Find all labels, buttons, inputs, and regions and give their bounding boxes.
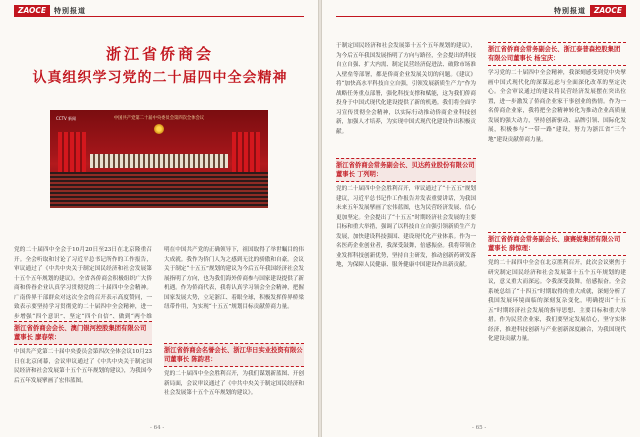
page-number-left: - 64 - [150,425,165,431]
header-rule [14,16,304,17]
speaker-3-text: 党的二十届四中全会胜利召开，审议通过了“十五五”规划建议，习近平总书记作工作报告并发表重要讲话，为我国未来五年发展擘画了宏伟蓝图，也为民营经济发展、信心更加坚定。全会提出了“十五五”时期经济社会发展的主要目标和重大举措，强调了以科技自立自强引领新质生产力发展，加快建设科技强国、建设现代化产业体系。作为一名医药企业创业者，我深受鼓舞，倍感振奋。我将带领企业发挥科技创新优势，坚持自主研发，推动创新药研发落地，为保障人民健康、服务健康中国建设作出新贡献。 [336,186,476,268]
right-page [322,0,640,437]
speaker-1-text: 中国共产党第二十届中央委员会第四次全体会议10月23日在北京闭幕，会议审议通过了《中共中央关于制定国民经济和社会发展第十五个五年规划的建议》，为我国今后五年发展擘画了宏伟蓝图。 [14,349,152,384]
audience-seats [50,172,268,208]
plenary-session-photo [50,110,268,208]
continued-paragraph: 于制定国民经济和社会发展第十五个五年规划的建议》，为今后五年我国发展指明了方向与路径，全会提出的科技自立自强、扩大内需、制定民营经济促进法、破除市场准入壁垒等部署，都是侨商企业发展关切的问题。《建议》将“加快高水平科技自立自强，引领发展新质生产力”作为战略任务重点部署，强化科技支撑和赋能，这为我们侨商投身于中国式现代化建设提供了新的机遇。我们将全面学习宣传贯彻全会精神，以实际行动推动侨商企业科技创新，加强人才培养，为实现中国式现代化建设作出积极贡献。 [336,43,476,135]
red-flags-right [232,132,260,176]
photo-banner-text: 中国共产党第二十届中央委员会第四次全体会议 [113,116,205,121]
intro-paragraph: 党的二十届四中全会于10月20日至23日在北京隆重召开。全会听取和讨论了习近平总书记所作的工作报告，审议通过了《中共中央关于制定国民经济和社会发展第十五个五年规划的建议》。全省各侨商会积极组织广大侨商和侨眷企业认真学习贯彻党的二十届四中全会精神。广南侨界干部群众对这次全会的召开表示高度赞同，一致表示要坚持学习贯彻党的二十届四中全会精神，进一步增强“四个意识”、坚定“四个自信”、做到“两个维 [14,247,152,320]
speaker-2-text: 党的二十届四中全会胜利召开，为我们谋划新蓝图、开创新局面，会议审议通过了《中共中央关于制定国民经济和社会发展第十五个五年规划的建议》。 [164,371,304,396]
right-running-header [550,5,626,16]
brand-tag: ZAOCE [14,5,50,16]
speaker-heading-3: 浙江省侨商会常务副会长、贝达药业股份有限公司董事长 丁列明： [336,158,476,182]
red-flags-left [58,132,86,176]
tv-watermark: CCTV 新闻 [56,116,77,121]
speaker-heading-1: 浙江省侨商会会长、澳门银河控股集团有限公司董事长 廖春荣： [14,321,152,345]
left-running-header [14,5,90,16]
header-rule [336,16,626,17]
rostrum [90,154,228,168]
party-emblem-icon [154,124,164,134]
speaker-heading-5: 浙江省侨商会常务副会长、康赛妮集团有限公司董事长 薛惊理： [488,232,626,256]
speaker-4-text: 学习党的二十届四中全会精神，我深刻感受到党中央擘画中国式现代化的深谋远虑与全面深化改革的坚定决心。全会审议通过的建议将民营经济发展摆在突出位置，进一步激发了侨商企业家干事创业的热情。作为一名侨商企业家，我将把全会精神转化为推动企业高质量发展的强大动力，坚持创新驱动、品牌引领、国际化发展，积极参与“一带一路”建设，努力为浙江省“三个地”建设贡献侨商力量。 [488,70,626,143]
title-line-2: 认真组织学习党的二十届四中全会精神 [32,70,288,86]
speaker-heading-4: 浙江省侨商会常务副会长、浙江泰普森控股集团有限公司董事长 杨宝庆： [488,42,626,66]
column-label: 特别报道 [54,5,87,15]
speaker-heading-2: 浙江省侨商会名誉会长、浙江华日实业投资有限公司董事长 陈韵君： [164,343,304,367]
brand-tag: ZAOCE [590,5,626,16]
article-title [20,42,300,90]
column-label: 特别报道 [553,5,586,15]
speaker-5-text: 党的二十届四中全会在北京胜利召开，此次会议聚焦于研究制定国民经济和社会发展第十五个五年规划的建议，意义重大而深远。令我深受鼓舞，倍感振奋。全会系统总结了“十四五”时期取得的重大成就，深刻分析了我国发展环境面临的深刻复杂变化，明确提出“十五五”时期经济社会发展的指导思想、主要目标和重大举措。作为民营企业家，我们要坚定发展信心，坚守实体经济，推进科技创新与产业创新深度融合，为我国现代化建设贡献力量。 [488,260,626,342]
intro-paragraph-continued: 明在中国共产党的正确领导下，祖国取得了举世瞩目的伟大成就。我作为侨门人为之感到无比的骄傲和自豪。会议关于制定“十五五”规划的建议为今后五年我国经济社会发展指明了方向，也为我们海外侨商参与国家建设提供了新机遇。作为侨商代表，我将认真学习领会全会精神，把握国家发展大势，立足浙江、着眼全球，积极发挥侨界桥梁纽带作用，为实现“十五五”规划目标贡献侨商力量。 [164,247,304,310]
page-number-right: - 65 - [472,425,487,431]
left-page [0,0,318,437]
title-line-1: 浙江省侨商会 [105,45,214,63]
